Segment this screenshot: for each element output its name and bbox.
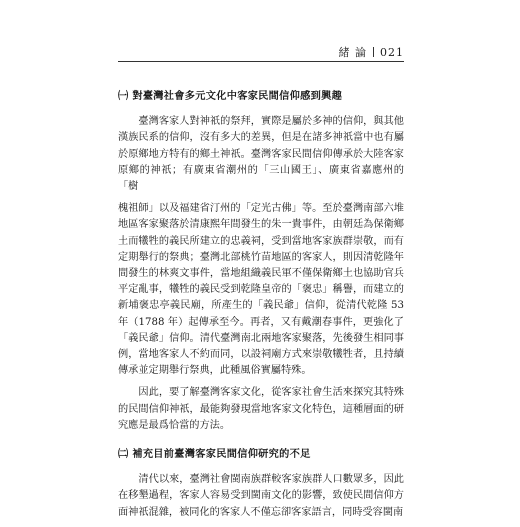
chapter-title: 緒 論 [338,46,367,59]
paragraph: 因此，要了解臺灣客家文化，從客家社會生活來探究其特殊的民間信仰神祇，最能夠發現當地客家文化特色，這種層面的研究應是最爲恰當的方法。 [118,387,404,431]
section-heading-2: ㈡ 補充目前臺灣客家民間信仰研究的不足 [118,448,311,461]
header-rule [118,61,404,62]
section-heading-1: ㈠ 對臺灣社會多元文化中客家民間信仰感到興趣 [118,90,343,102]
header-separator [373,47,374,57]
paragraph: 清代以來，臺灣社會閩南族群較客家族群人口數眾多，因此在移墾過程，客家人容易受到閩南文化的影響，致使民間信仰方面神祇混雜，被同化的客家人不僅忘卻客家語言，同時受容閩南 [118,474,404,518]
header-text [339,44,405,60]
paragraph: 槐祖師」以及福建省汀州的「定光古佛」等。至於臺灣南部六堆地區客家聚落於清康熙年間發生的朱一貴事件，由朝廷為保衛鄉土而犧牲的義民所建立的忠義祠，受到當地客家族群崇敬，而有定期舉行的祭典；臺灣北部桃竹苗地區的客家人，則因清乾隆年間發生的林爽文事件，當地組織義民軍不僅保衛鄉土也協助官兵平定亂事，犧牲的義民受到乾隆皇帝的「褒忠」稱譽，而建立的新埔褒忠亭義民廟，所產生的「義民爺」信仰，從清代乾隆 53 年（1788 年）起傳承至今。再者，又有戴潮春事件，更強化了「義民爺」信仰。清代臺灣南北兩地客家聚落，先後發生相同事例，當地客家人不約而同，以設祠廟方式來崇敬犧牲者，且持續傳承並定期舉行祭典，此種風俗實屬特殊。 [118,203,404,377]
running-header [118,44,404,62]
page-number: 021 [380,46,404,59]
paragraph: 臺灣客家人對神祇的祭拜，實際是屬於多神的信仰，與其他漢族民系的信仰，沒有多大的差異，但是在諸多神祇當中也有屬於原鄉地方特有的鄉土神祇。臺灣客家民間信仰傳承於大陸客家原鄉的神祇；有廣東省潮州的「三山國王」、廣東省嘉應州的「樹 [118,116,404,193]
page-body [118,82,404,527]
